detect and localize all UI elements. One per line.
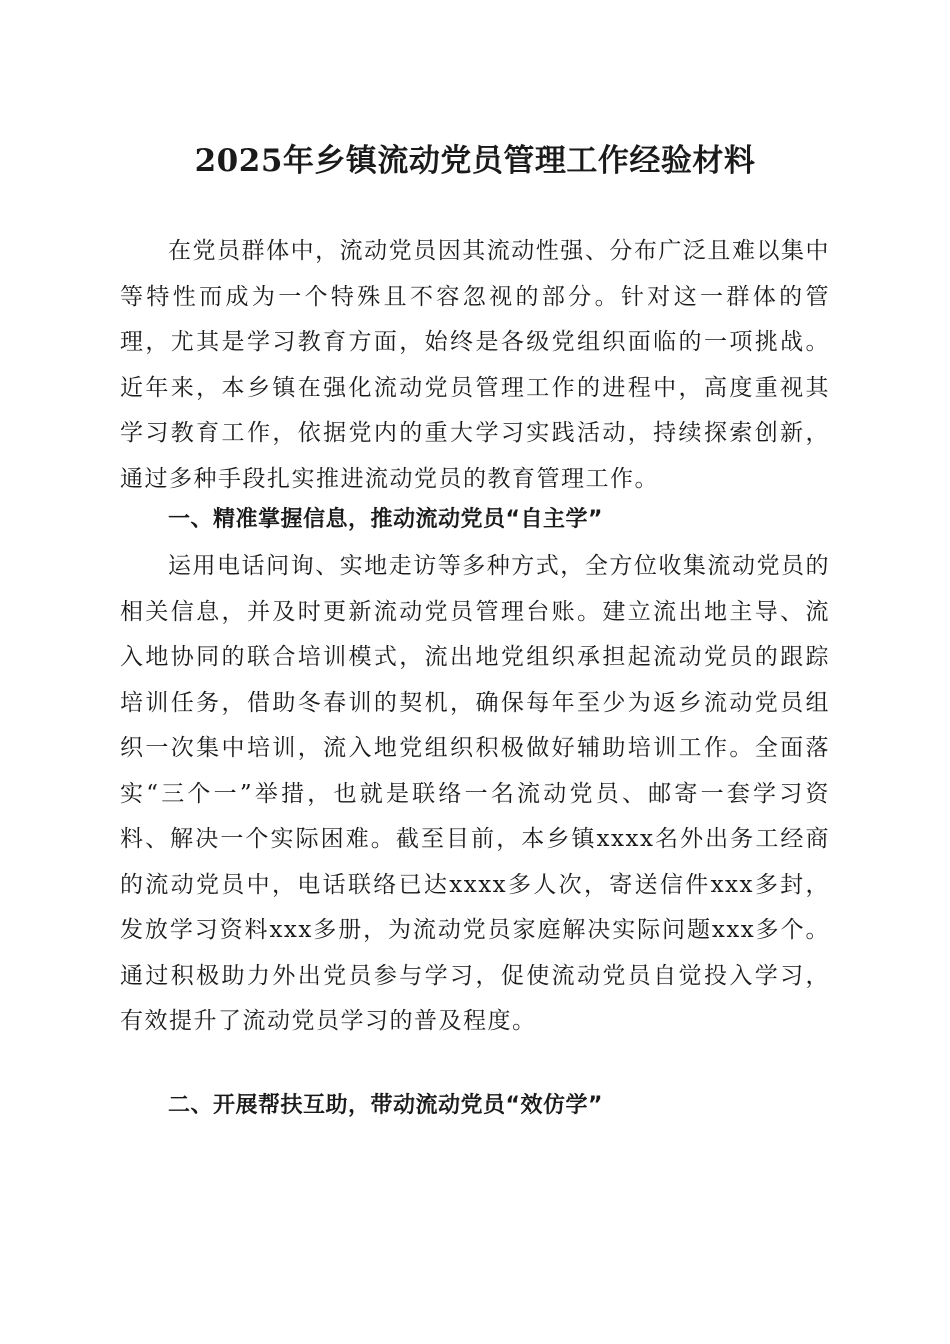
section-1-heading: 一、精准掌握信息，推动流动党员“自主学”: [168, 507, 603, 532]
intro-paragraph: 在党员群体中，流动党员因其流动性强、分布广泛且难以集中等特性而成为一个特殊且不容忽视的部分。针对这一群体的管理，尤其是学习教育方面，始终是各级党组织面临的一项挑战。近年来，本乡镇在强化流动党员管理工作的进程中，高度重视其学习教育工作，依据党内的重大学习实践活动，持续探索创新，通过多种手段扎实推进流动党员的教育管理工作。: [120, 238, 830, 492]
section-2-heading: 二、开展帮扶互助，带动流动党员“效仿学”: [168, 1093, 603, 1118]
document-title: 2025年乡镇流动党员管理工作经验材料: [194, 143, 756, 179]
section-1-paragraph: 运用电话问询、实地走访等多种方式，全方位收集流动党员的相关信息，并及时更新流动党员管理台账。建立流出地主导、流入地协同的联合培训模式，流出地党组织承担起流动党员的跟踪培训任务，借助冬春训的契机，确保每年至少为返乡流动党员组织一次集中培训，流入地党组织积极做好辅助培训工作。全面落实“三个一”举措，也就是联络一名流动党员、邮寄一套学习资料、解决一个实际困难。截至目前，本乡镇xxxx名外出务工经商的流动党员中，电话联络已达xxxx多人次，寄送信件xxx多封，发放学习资料xxx多册，为流动党员家庭解决实际问题xxx多个。通过积极助力外出党员参与学习，促使流动党员自觉投入学习，有效提升了流动党员学习的普及程度。: [120, 553, 830, 1034]
